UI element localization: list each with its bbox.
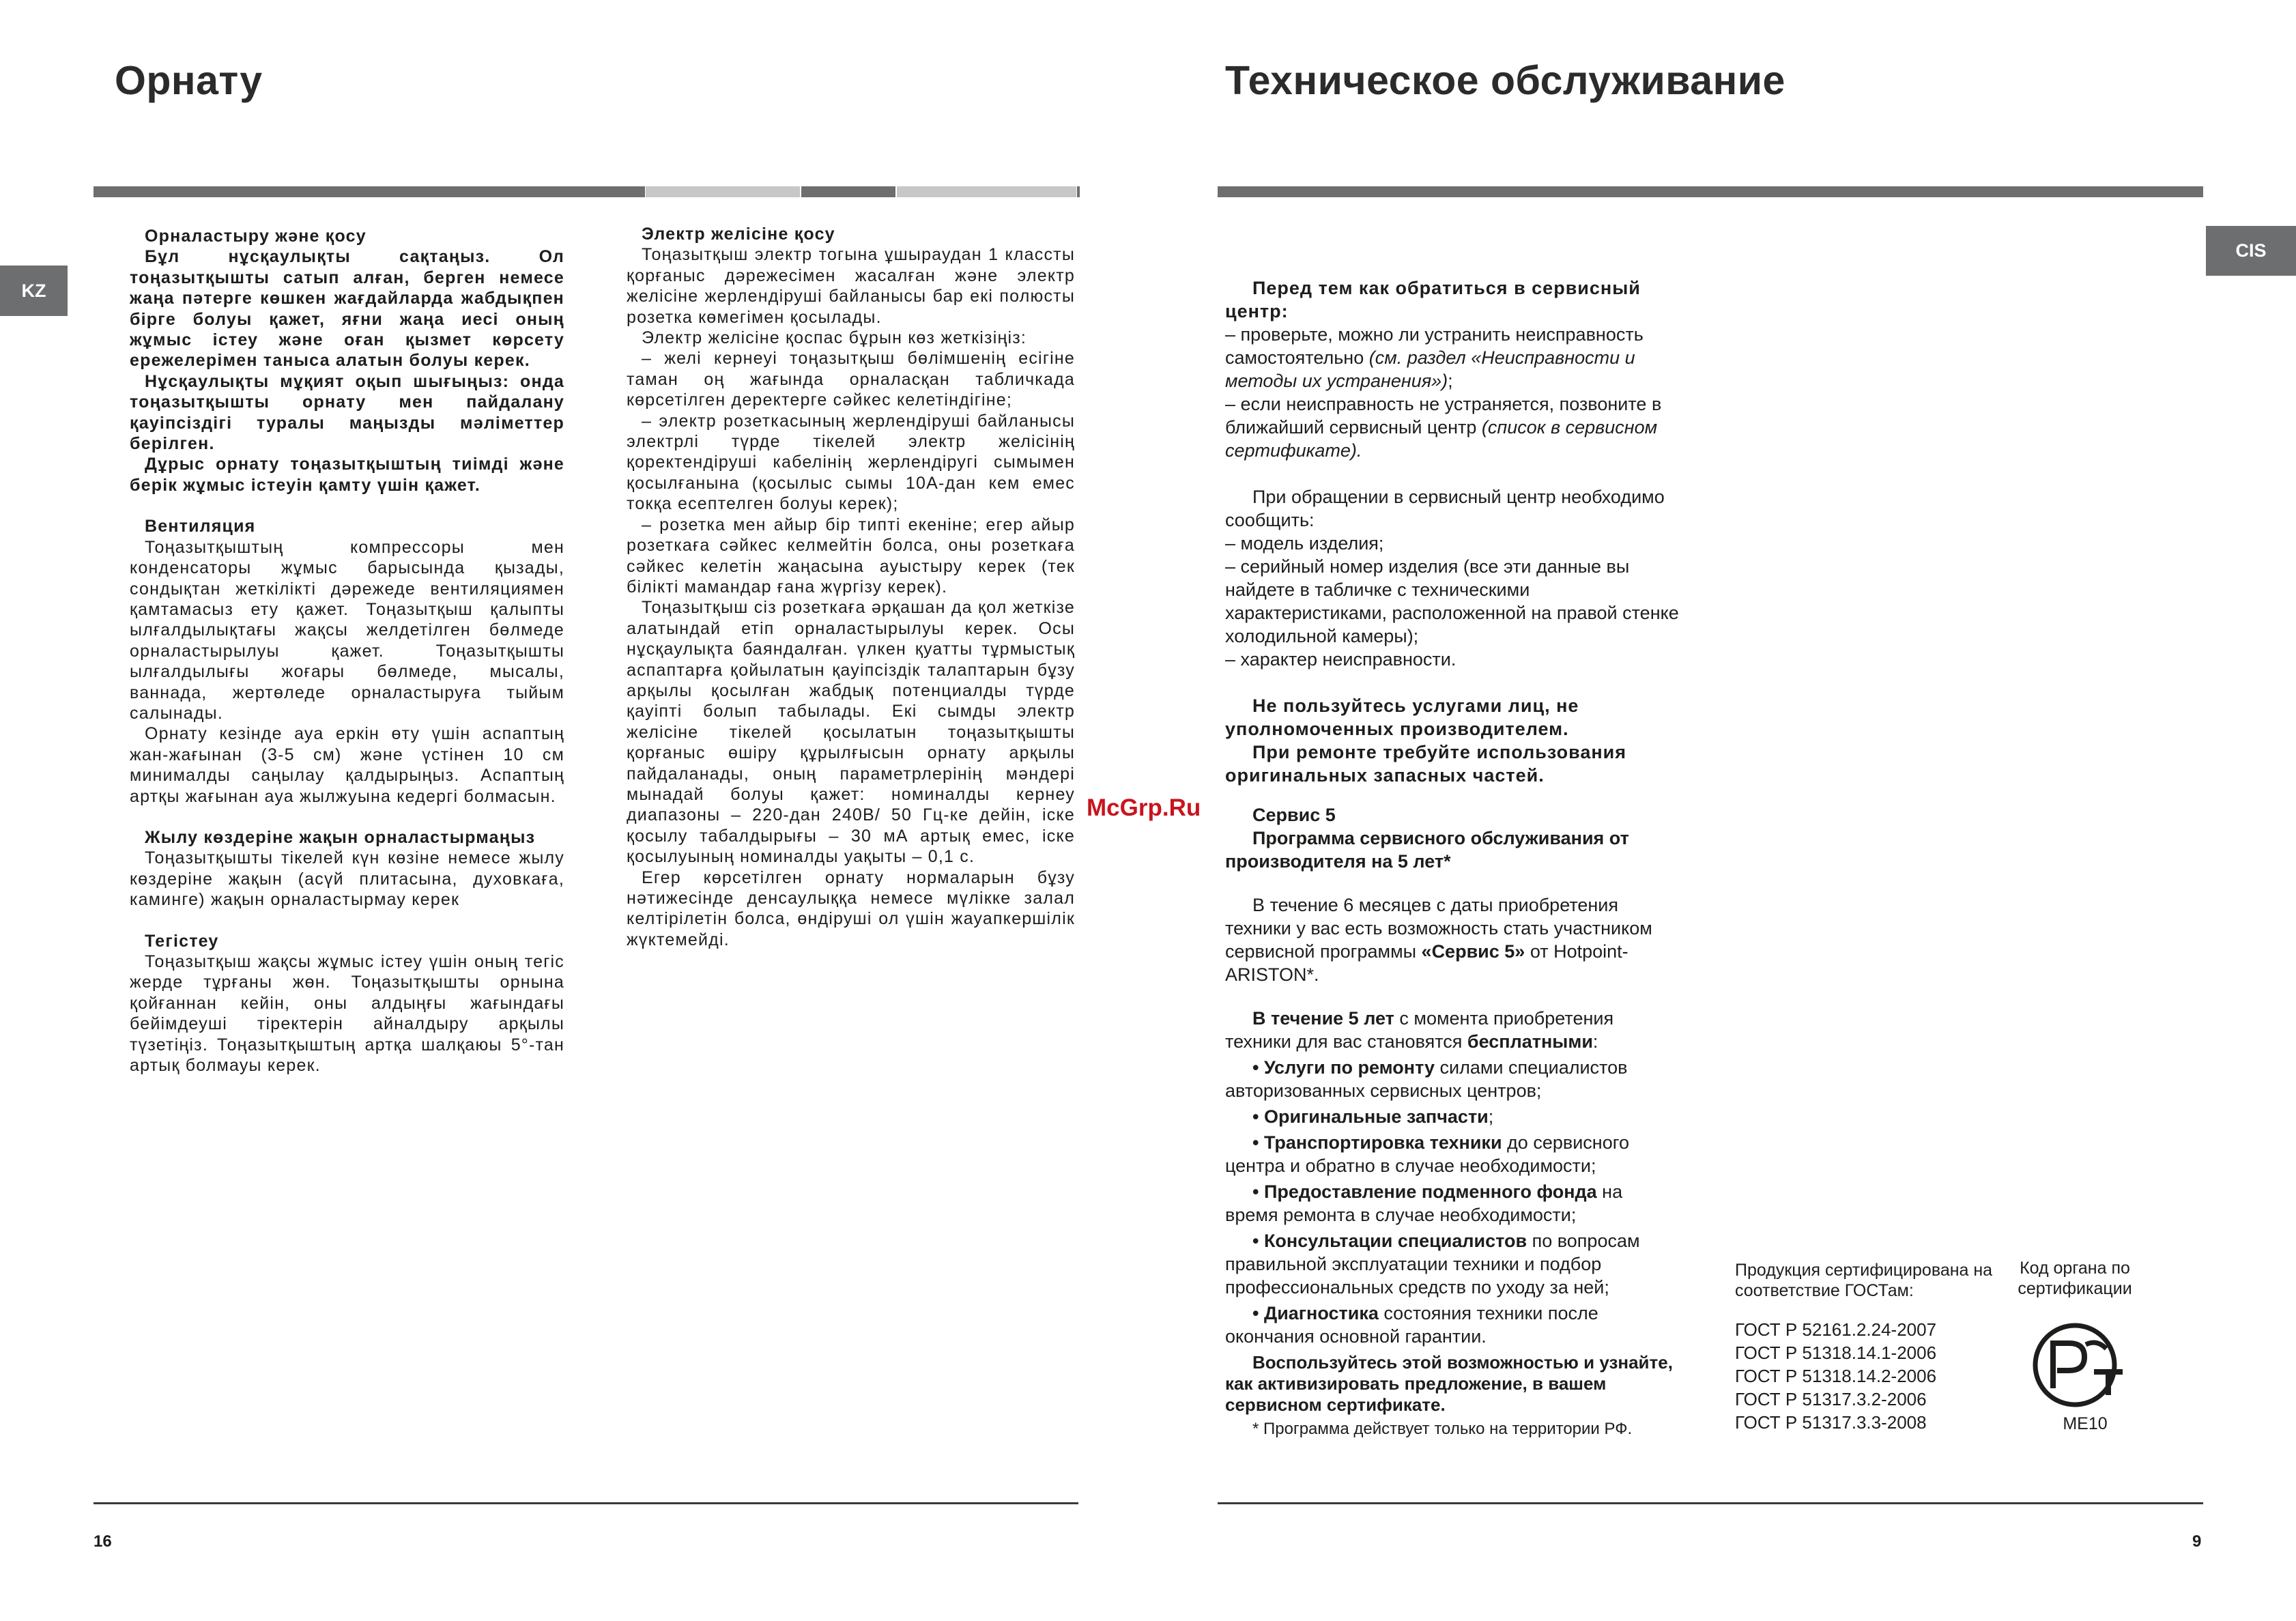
placement-paragraph-1: Бұл нұсқаулықты сақтаңыз. Ол тоңазытқышты сатып алған, берген немесе жаңа пәтерге көшкен жағдайларда жабдықпен бірге болуы қажет, яғни жаңа иесі оның жұмыс істеу және оған қызмет көрсету ережелерімен таныса алатын болуы керек. <box>130 247 564 371</box>
benefit-item: • Транспортировка техники до сервисного центра и обратно в случае необходимости; <box>1225 1132 1629 1176</box>
activate-offer: Воспользуйтесь этой возможностью и узнайте, как активизировать предложение, в вашем сервисном сертификате. <box>1225 1352 1673 1415</box>
right-main-column <box>1225 276 1679 787</box>
benefit-item: • Оригинальные запчасти; <box>1252 1106 1494 1127</box>
ventilation-paragraph-2: Орнату кезінде ауа еркін өту үшін аспаптың жан-жағынан (3-5 см) және үстінен 10 см минималды саңылау қалдырыңыз. Аспаптың артқы жағынан ауа жылжуына кедергі болмасын. <box>130 724 564 806</box>
service5-title: Сервис 5 <box>1252 805 1336 825</box>
left-column-2 <box>627 224 1075 950</box>
placement-paragraph-3: Дұрыс орнату тоңазытқыштың тиімді және берік жұмыс істеуін қамту үшін қажет. <box>130 455 564 495</box>
heat-sources-paragraph: Тоңазытқышты тікелей күн көзіне немесе жылу көздеріне жақын (асүй плитасына, духовкаға, каминге) жақын орналастырмау керек <box>130 848 564 910</box>
electric-heading: Электр желісіне қосу <box>642 225 835 244</box>
heat-sources-heading: Жылу көздеріне жақын орналастырмаңыз <box>145 827 536 847</box>
leveling-heading: Тегістеу <box>145 931 219 951</box>
right-page-number: 9 <box>2192 1532 2202 1551</box>
electric-paragraph-7: Егер көрсетілген орнату нормаларын бұзу нәтижесінде денсаулыққа немесе мүлікке залал келтірілетін болса, өндіруші ол үшін жауапкершілік жүктемейді. <box>627 867 1075 949</box>
gost-item: ГОСТ Р 51318.14.1-2006 <box>1735 1343 1937 1363</box>
gost-item: ГОСТ Р 51317.3.3-2008 <box>1735 1412 1927 1433</box>
cert-code: МЕ10 <box>2063 1414 2108 1433</box>
report-serial: – серийный номер изделия (все эти данные вы найдете в табличке с техническими характеристиками, расположенной на правой стенке холодильной камеры); <box>1225 556 1679 646</box>
electric-paragraph-5: – розетка мен айыр бір типті екеніне; егер айыр розеткаға сәйкес келмейтін болса, оны розеткаға сәйкес келетін жаңасына ауыстыру керек (тек білікті мамандар ғана жүргізу керек). <box>627 515 1075 597</box>
footnote: * Программа действует только на территории РФ. <box>1252 1420 1633 1438</box>
lang-tab-kz: KZ <box>0 266 68 316</box>
pct-certification-logo-icon <box>2026 1320 2142 1409</box>
service5-subtitle: Программа сервисного обслуживания от производителя на 5 лет* <box>1225 828 1629 872</box>
benefit-item: • Консультации специалистов по вопросам правильной эксплуатации техники и подбор профессиональных средств по уходу за ней; <box>1225 1231 1640 1297</box>
placement-paragraph-2: Нұсқаулықты мұқият оқып шығыңыз: онда тоңазытқышты орнату мен пайдалану қауіпсіздігі туралы маңызды мәліметтер берілген. <box>130 371 564 454</box>
service5-paragraph-1: В течение 6 месяцев с даты приобретения техники у вас есть возможность стать участником сервисной программы «Сервис 5» от Hotpoint-ARISTON*. <box>1225 895 1652 985</box>
ventilation-heading: Вентиляция <box>145 517 256 536</box>
check-line-2: – если неисправность не устраняется, позвоните в ближайший сервисный центр (список в сервисном сертификате). <box>1225 394 1662 461</box>
left-page-number: 16 <box>94 1532 112 1551</box>
gost-item: ГОСТ Р 52161.2.24-2007 <box>1735 1319 1937 1340</box>
report-fault: – характер неисправности. <box>1225 649 1456 670</box>
report-model: – модель изделия; <box>1225 533 1384 554</box>
check-line-1: – проверьте, можно ли устранить неисправность самостоятельно (см. раздел «Неисправности и методы их устранения»); <box>1225 324 1644 391</box>
right-header-bar <box>1218 186 2203 197</box>
left-page-title: Орнату <box>115 58 263 103</box>
ventilation-paragraph-1: Тоңазытқыштың компрессоры мен конденсаторы жұмыс барысында қызады, сондықтан жеткілікті дәрежеде вентиляциямен қамтамасыз ету қажет. Тоңазытқыш қалыпты ылғалдылықтағы жақсы желдетілген бөлмеде орналастырылуы қажет. Тоңазытқышты ылғалдылығы жоғары бөлмеде, мысалы, ваннада, жертөледе орналастыруға тыйым салынады. <box>130 537 564 723</box>
lang-tab-cis: CIS <box>2206 226 2296 276</box>
report-intro: При обращении в сервисный центр необходимо сообщить: <box>1225 487 1665 530</box>
service5-section <box>1225 803 1676 1416</box>
benefit-item: • Диагностика состояния техники после окончания основной гарантии. <box>1225 1303 1598 1347</box>
gost-list <box>1735 1318 2001 1434</box>
left-footer-rule <box>94 1502 1078 1504</box>
right-page-title: Техническое обслуживание <box>1225 58 1785 103</box>
left-column-1 <box>130 226 564 1076</box>
warning-unauthorized: Не пользуйтесь услугами лиц, не уполномоченных производителем. <box>1225 695 1579 739</box>
placement-heading: Орналастыру және қосу <box>145 227 367 246</box>
leveling-paragraph: Тоңазытқыш жақсы жұмыс істеу үшін оның тегіс жерде тұрғаны жөн. Тоңазытқышты орнына қойғаннан кейін, оны алдыңғы жағындағы бейімдеуші тіректерін айналдыру арқылы түзетіңіз. Тоңазытқыштың артқа шалқаюы 5°-тан артық болмауы керек. <box>130 952 564 1076</box>
electric-paragraph-6: Тоңазытқыш сіз розеткаға әрқашан да қол жеткізе алатындай етіп орналастырылуы керек. Осы нұсқаулықта баяндалған. үлкен қуатты тұрмыстық аспаптарға қойылатын қауіпсіздік талаптарын бұзу арқылы қосылған жабдық потенциалды түрде қауіпті болып табылады. Екі сымды электр желісіне тікелей қосылатын тоңазытқышты қорғаныс өшіру құрылғысын орнату арқылы пайдаланады, оның параметрлерінің мәндері мынадай болуы қажет: номиналды кернеу диапазоны – 220-дан 240В/ 50 Гц-ке дейін, іске қосылу табалдырығы – 30 мА артық емес, іске қосылуының номиналды уақыты – 0,1 с. <box>627 598 1075 867</box>
benefit-item: • Предоставление подменного фонда на время ремонта в случае необходимости; <box>1225 1181 1623 1225</box>
right-footer-rule <box>1218 1502 2203 1504</box>
cert-body-heading: Код органа по сертификации <box>2018 1259 2132 1298</box>
service5-paragraph-2: В течение 5 лет с момента приобретения техники для вас становятся бесплатными: <box>1225 1008 1614 1052</box>
before-service-heading: Перед тем как обратиться в сервисный центр: <box>1225 278 1641 321</box>
electric-paragraph-3: – желі кернеуі тоңазытқыш бөлімшенің есігіне таман оң жағында орналасқан табличкада көрсетілген деректерге сәйкес келетіндігіне; <box>627 349 1075 410</box>
gost-item: ГОСТ Р 51318.14.2-2006 <box>1735 1366 1937 1386</box>
watermark-text: McGrp.Ru <box>1087 794 1201 821</box>
warning-original-parts: При ремонте требуйте использования оригинальных запасных частей. <box>1225 742 1627 786</box>
certification-heading: Продукция сертифицирована на соответствие ГОСТам: <box>1735 1261 1993 1300</box>
electric-paragraph-1: Тоңазытқыш электр тогына ұшыраудан 1 классты қорғаныс дәрежесімен жасалған және электр желісіне жерлендіруші байланысы бар екі полюсты розетка көмегімен қосылады. <box>627 245 1075 327</box>
electric-paragraph-4: – электр розеткасының жерлендіруші байланысы электрлі түрде тікелей электр желісінің қоректендіруші кабелінің жерлендіругі сымымен қосылғанына (қосылыс сымы 10А-дан кем емес токқа есептелген болуы керек); <box>627 411 1075 514</box>
benefits-list <box>1225 1056 1676 1348</box>
electric-paragraph-2: Электр желісіне қоспас бұрын көз жеткізіңіз: <box>642 328 1027 348</box>
benefit-item: • Услуги по ремонту силами специалистов авторизованных сервисных центров; <box>1225 1057 1628 1101</box>
gost-item: ГОСТ Р 51317.3.2-2006 <box>1735 1389 1927 1409</box>
